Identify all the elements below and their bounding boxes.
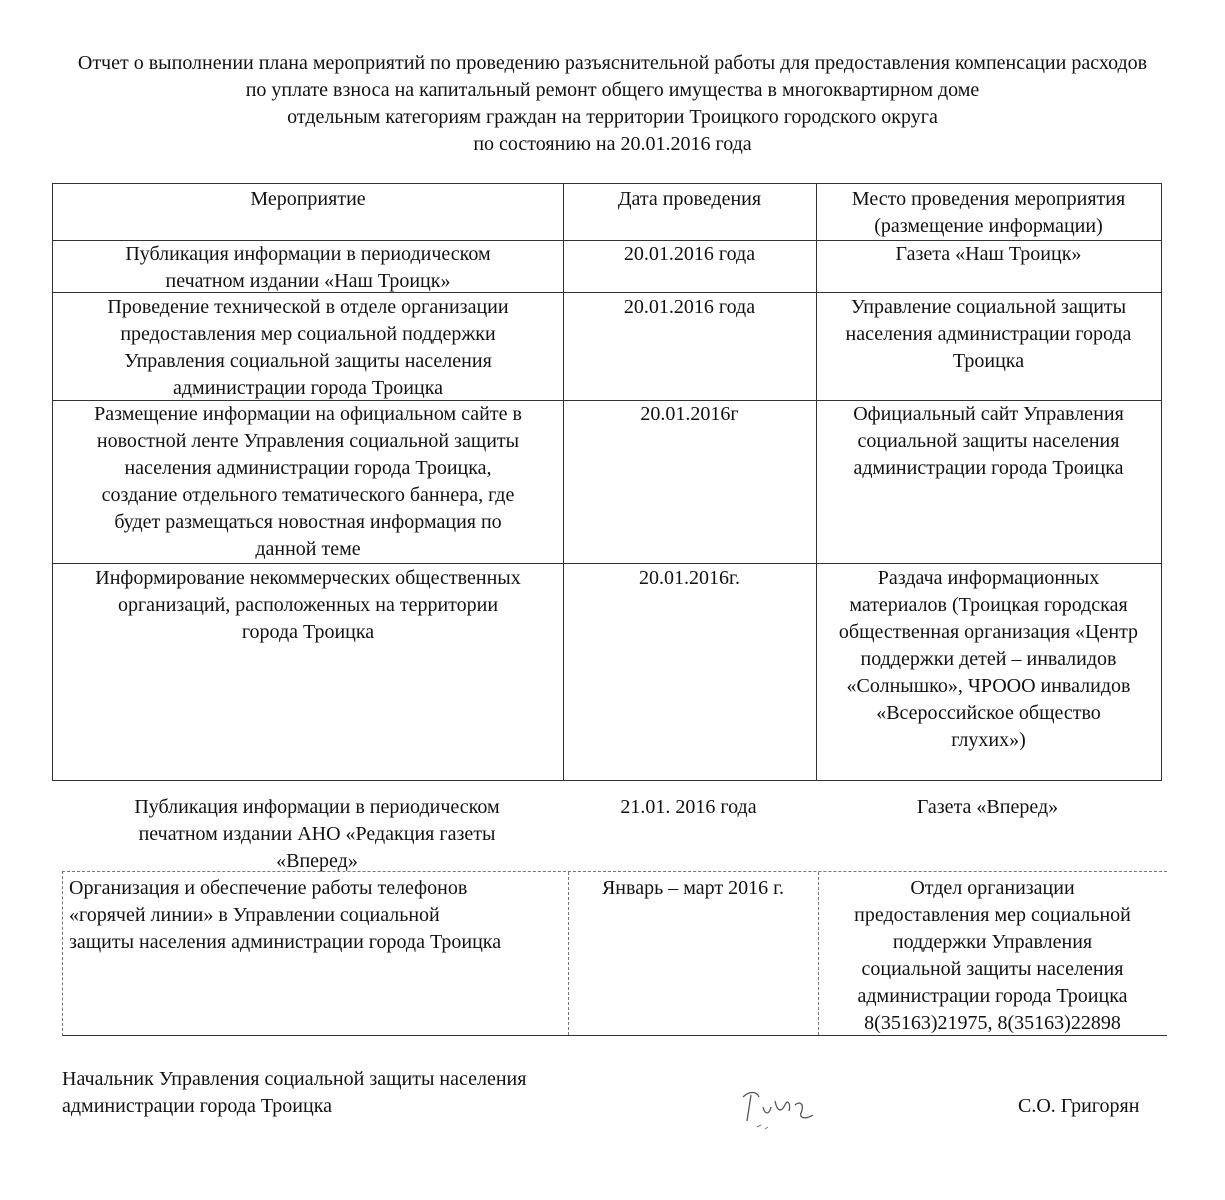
- row-5-event: Публикация информации в периодическом печатном издании АНО «Редакция газеты «Вперед»: [134, 796, 500, 872]
- row-6-date: Январь – март 2016 г.: [601, 877, 785, 899]
- row-3-place: Официальный сайт Управления социальной защиты населения администрации города Троицка: [853, 403, 1124, 479]
- row-2-place: Управление социальной защиты населения администрации города Троицка: [845, 296, 1132, 372]
- row-2-event: Проведение технической в отделе организации предоставления мер социальной поддержки Управления социальной защиты населения администрации города Троицка: [107, 296, 509, 399]
- row-4-event: Информирование некоммерческих общественных организаций, расположенных на территории города Троицка: [95, 567, 521, 643]
- row-4-date: 20.01.2016г.: [639, 567, 740, 589]
- events-table: [52, 183, 1162, 781]
- title-line: отдельным категориям граждан на территории Троицкого городского округа: [287, 106, 938, 128]
- signatory-name: С.О. Григорян: [1018, 1095, 1140, 1117]
- row-3-date: 20.01.2016г: [640, 403, 739, 425]
- title-line: по состоянию на 20.01.2016 года: [473, 133, 752, 155]
- row-2-date: 20.01.2016 года: [623, 296, 756, 318]
- title-line: по уплате взноса на капитальный ремонт общего имущества в многоквартирном доме: [245, 79, 980, 101]
- signature-image: [735, 1085, 825, 1135]
- row-6-place: Отдел организации предоставления мер социальной поддержки Управления социальной защиты населения администрации города Троицка 8(35163)21975, 8(35163)22898: [854, 877, 1131, 1034]
- title-line: Отчет о выполнении плана мероприятий по проведению разъяснительной работы для предоставления компенсации расходов: [77, 52, 1148, 74]
- row-divider: [53, 563, 1161, 564]
- header-event: Мероприятие: [250, 188, 366, 210]
- hotline-table: [62, 871, 1167, 1036]
- row-5-date: 21.01. 2016 года: [620, 796, 757, 818]
- row-3-event: Размещение информации на официальном сайте в новостной ленте Управления социальной защиты населения администрации города Троицка, создание отдельного тематического баннера, где будет размещаться новостная информация по данной теме: [94, 403, 522, 560]
- row-5-place: Газета «Вперед»: [916, 796, 1059, 818]
- row-6-event: Организация и обеспечение работы телефонов «горячей линии» в Управлении социальной защиты населения администрации города Троицка: [69, 877, 502, 953]
- header-date: Дата проведения: [617, 188, 762, 210]
- row-4-place: Раздача информационных материалов (Троицкая городская общественная организация «Центр поддержки детей – инвалидов «Солнышко», ЧРООО инвалидов «Всероссийское общество глухих»): [838, 567, 1139, 751]
- column-divider: [563, 184, 564, 780]
- row-1-place: Газета «Наш Троицк»: [895, 243, 1082, 265]
- row-1-date: 20.01.2016 года: [623, 243, 756, 265]
- header-place: Место проведения мероприятия (размещение информации): [851, 188, 1126, 237]
- row-1-event: Публикация информации в периодическом печатном издании «Наш Троицк»: [125, 243, 491, 292]
- document-title: [0, 50, 1225, 158]
- signatory-position: Начальник Управления социальной защиты населения администрации города Троицка: [62, 1068, 527, 1117]
